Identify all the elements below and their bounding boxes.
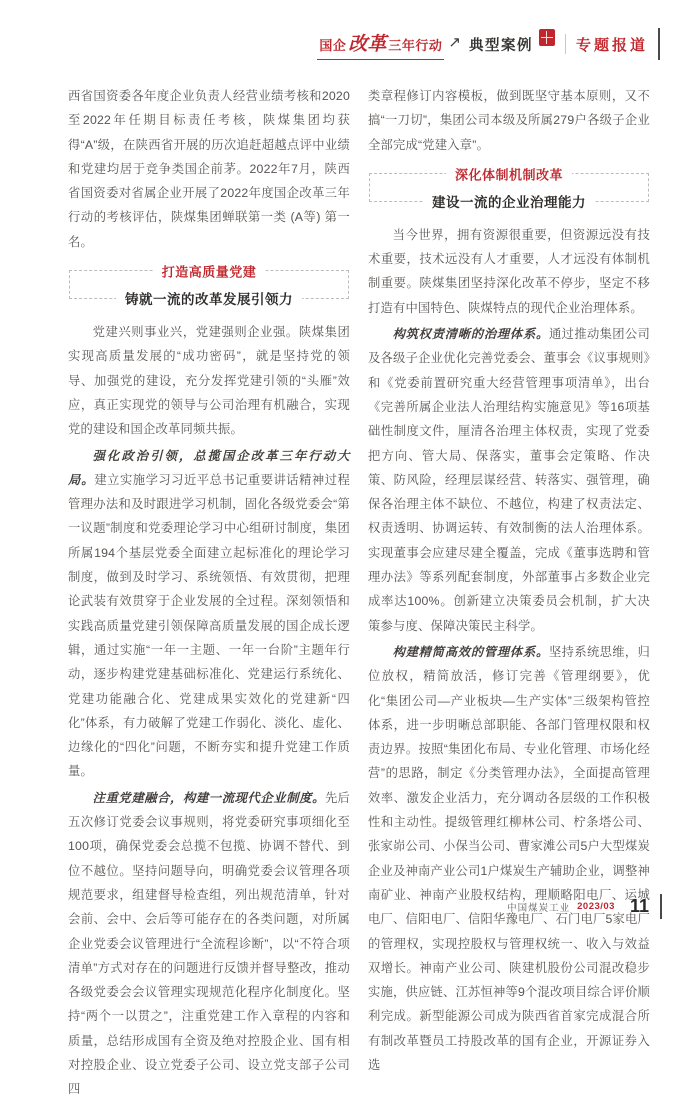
journal-name: 中国煤炭工业 [507, 902, 571, 914]
section-label: 专题报道 [575, 36, 648, 54]
paragraph-lead: 构建精简高效的管理体系。 [392, 644, 550, 659]
case-series-label: 典型案例 [468, 37, 533, 54]
paragraph-text: 通过推动集团公司及各级子企业优化完善党委会、董事会《议事规则》和《党委前置研究重大经营管理事项清单》，出台《完善所属企业法人治理结构实施意见》等16项基础性制度文件，厘清各治理主体权责，实现了党委把方向、管大局、保落实，董事会定策略、作决策、防风险，经理层谋经营、转落实、强管理，确保各治理主体不缺位、不越位，构建了权责法定、权责透明、协调运转、有效制衡的法人治理体系。实现董事会应建尽建全覆盖，完成《董事选聘和管理办法》等系列配套制度，外部董事占多数企业完成率达100%。创新建立决策委员会机制，扩大决策参与度、保障决策民主科学。 [368, 327, 651, 633]
paragraph-text: 建立实施学习习近平总书记重要讲话精神过程管理办法和及时跟进学习机制，固化各级党委会“第一议题”制度和党委理论学习中心组研讨制度，集团所属194个基层党委全面建立起标准化的理论学习制度，做到及时学习、系统领悟、有效贯彻，把理论武装有效贯穿于企业发展的全过程。深刻领悟和实践高质量党建引领保障高质量发展的国企成长逻辑，通过实施“一年一主题、一年一台阶”主题年行动，逐步构建党建基础标准化、党建运行系统化、党建功能融合化、党建成果实效化的党建新“四化”体系，有力破解了党建工作弱化、淡化、虚化、边缘化的“四化”问题，不断夯实和提升党建工作质量。 [68, 472, 350, 779]
paragraph-text: 坚持系统思维，归位放权，精简放活，修订完善《管理纲要》，优化“集团公司—产业板块—生产实体”三级架构管控体系，进一步明晰总部职能、各部门管理权限和权责边界。按照“集团化布局、专业化管理、市场化经营”的思路，制定《分类管理办法》，全面提高管理效率、激发企业活力，充分调动各层级的工作积极性和主动性。提级管理红柳林公司、柠条塔公司、张家峁公司、小保当公司、曹家滩公司5户大型煤炭企业及神南产业公司1户煤炭生产辅助企业，调整神南矿业、神南产业股权结构，理顺略阳电厂、运城电厂、信阳电厂、信阳华豫电厂、石门电厂5家电厂的管理权，实现控股权与管理权统一、收入与效益双增长。神南产业公司、陕建机股份公司混改稳步实施，供应链、江苏恒神等9个混改项目综合评价顺利完成。新型能源公司成为陕西省首家完成混合所有制改革暨员工持股改革的国有企业，开源证券入选 [368, 644, 651, 1072]
campaign-script-word: 改革 [348, 32, 387, 55]
section-heading-box-party-building [69, 264, 349, 308]
header-edge-bar [658, 28, 660, 60]
arrow-up-right-icon: ↗ [448, 34, 461, 51]
footer-edge-bar [660, 894, 662, 919]
issue-number: 2023/03 [577, 901, 615, 912]
paragraph-lead: 构筑权责清晰的治理体系。 [392, 327, 550, 342]
section-heading-box-governance [369, 167, 649, 210]
page-footer [507, 894, 662, 919]
campaign-banner [317, 29, 444, 60]
paragraph-lead: 注重党建融合，构建一流现代企业制度。 [92, 790, 325, 805]
paragraph-text: 先后五次修订党委会议事规则，将党委研究事项细化至100项，确保党委会总揽不包揽、协调不替代、到位不越位。坚持问题导向，明确党委会议管理各项规范要求，组建督导检查组，列出规范清单，针对会前、会中、会后等可能存在的各类问题，对所属企业党委会议管理进行“全流程诊断”，以“不符合项清单”方式对存在的问题进行反馈并督导整改，推动各级党委会会议管理实现规范化程序化制度化。坚持“两个一以贯之”，注重党建工作入章程的内容和质量，总结形成国有全资及绝对控股企业、国有相对控股企业、设立党委子公司、设立党支部子公司四 [68, 790, 350, 1097]
header-divider [565, 34, 566, 54]
section-kicker: 深化体制机制改革 [446, 164, 572, 183]
section-kicker: 打造高质量党建 [153, 262, 266, 281]
article-body [68, 84, 650, 1104]
paragraph-continuation: 类章程修订内容模板，做到既坚守基本原则，又不搞“一刀切”，集团公司本级及所属279户各级子企业全部完成“党建入章”。 [368, 89, 650, 152]
section-title: 铸就一流的改革发展引领力 [116, 288, 302, 308]
paragraph [68, 786, 350, 1102]
campaign-prefix: 国企 [319, 37, 347, 53]
paragraph: 党建兴则事业兴，党建强则企业强。陕煤集团实现高质量发展的“成功密码”，就是坚持党的领导、加强党的建设，充分发挥党建引领的“头雁”效应，真正实现党的领导与公司治理有机融合，实现党的建设和国企改革同频共振。 [68, 325, 350, 437]
page-header [317, 28, 660, 60]
campaign-suffix: 三年行动 [388, 37, 443, 53]
paragraph-lead: 强化政治引领，总揽国企改革三年行动大局。 [68, 448, 350, 487]
right-column [368, 84, 650, 1104]
section-title: 建设一流的企业治理能力 [423, 191, 595, 211]
paragraph [368, 322, 650, 638]
paragraph [68, 444, 350, 784]
paragraph-continuation: 西省国资委各年度企业负责人经营业绩考核和2020至2022年任期目标责任考核，陕煤集团均获得“A”级，在陕西省开展的历次追赶超越点评中业绩和党建均居于竞争类国企前茅。2022年7月，陕西省国资委对省属企业开展了2022年度国企改革三年行动的考核评估，陕煤集团蝉联第一类 (A等) 第一名。 [68, 89, 350, 249]
page-number: 11 [629, 896, 649, 916]
red-seal-icon [539, 29, 555, 46]
left-column [68, 84, 350, 1104]
paragraph [368, 640, 650, 1077]
paragraph: 当今世界，拥有资源很重要，但资源远没有技术重要，技术远没有人才重要，人才远没有体制机制重要。陕煤集团坚持深化改革不停步，坚定不移打造有中国特色、陕煤特点的现代企业治理体系。 [368, 227, 650, 315]
